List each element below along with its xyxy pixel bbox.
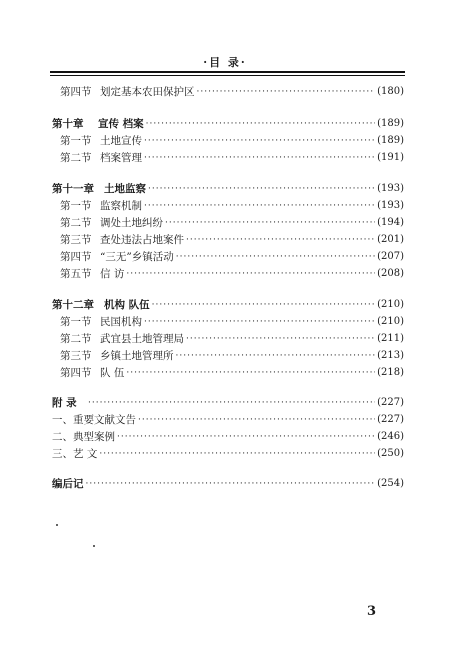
leader-dots xyxy=(126,365,375,381)
toc-entry-page: (189) xyxy=(377,135,404,146)
toc-entry-section xyxy=(60,232,404,248)
toc-entry-page: (208) xyxy=(377,268,404,279)
leader-dots xyxy=(144,133,375,149)
toc-entry-section xyxy=(60,215,404,231)
toc-entry-title: 机构 队伍 xyxy=(104,299,150,311)
toc-entry-title: 档案管理 xyxy=(100,152,142,164)
scan-speck xyxy=(56,524,58,526)
toc-entry-page: (246) xyxy=(377,431,404,442)
toc-entry-page: (193) xyxy=(377,183,404,194)
toc-entry-page: (201) xyxy=(377,234,404,245)
leader-dots xyxy=(176,348,376,364)
toc-entry-number: 第四节 xyxy=(60,86,92,98)
toc-entry-page: (194) xyxy=(377,217,404,228)
toc-entry-page: (227) xyxy=(377,414,404,425)
toc-entry-number: 第一节 xyxy=(60,316,92,328)
toc-entry-title: 武宜县土地管理局 xyxy=(100,333,184,345)
toc-entry-title: 二、典型案例 xyxy=(52,431,115,443)
toc-entry-number: 第三节 xyxy=(60,350,92,362)
leader-dots xyxy=(186,232,375,248)
toc-entry-number: 第一节 xyxy=(60,200,92,212)
toc-entry-section xyxy=(60,198,404,214)
toc-entry-afterword xyxy=(52,476,404,492)
leader-dots xyxy=(152,297,375,313)
leader-dots xyxy=(99,446,375,462)
leader-dots xyxy=(88,395,375,411)
toc-entry-number: 第二节 xyxy=(60,217,92,229)
toc-entry-page: (189) xyxy=(377,118,404,129)
toc-entry-title: 土地宣传 xyxy=(100,135,142,147)
page-number: 3 xyxy=(367,604,377,619)
page-title: ·目 录· xyxy=(203,56,247,69)
toc-entry-section xyxy=(60,314,404,330)
toc-entry-chapter xyxy=(52,181,404,197)
toc-entry-page: (191) xyxy=(377,152,404,163)
toc-entry-number: 第二节 xyxy=(60,152,92,164)
toc-entry-page: (213) xyxy=(377,350,404,361)
toc-entry-title: 一、重要文献文告 xyxy=(52,414,136,426)
toc-entry-number: 第十章 xyxy=(52,118,84,130)
toc-entry-title: 信 访 xyxy=(100,268,125,280)
toc-entry-number: 第四节 xyxy=(60,251,92,263)
leader-dots xyxy=(146,116,375,132)
toc-entry-appendix-item xyxy=(52,429,404,445)
toc-entry-page: (207) xyxy=(377,251,404,262)
toc-entry-section xyxy=(60,133,404,149)
toc-entry-page: (254) xyxy=(377,478,404,489)
toc-entry-section xyxy=(60,331,404,347)
toc-entry-number: 第四节 xyxy=(60,367,92,379)
leader-dots xyxy=(126,266,375,282)
leader-dots xyxy=(197,84,376,100)
toc-entry-appendix-item xyxy=(52,412,404,428)
toc-entry-title: 三、艺 文 xyxy=(52,448,98,460)
leader-dots xyxy=(144,150,375,166)
toc-entry-page: (250) xyxy=(377,448,404,459)
toc-entry-title: 乡镇土地管理所 xyxy=(100,350,174,362)
toc-entry-title: 民国机构 xyxy=(100,316,142,328)
toc-entry-title: 宣传 档案 xyxy=(98,118,144,130)
toc-entry-title: 队 伍 xyxy=(100,367,125,379)
toc-entry-number: 附 录 xyxy=(52,397,77,409)
leader-dots xyxy=(86,476,376,492)
toc-entry-section xyxy=(60,84,404,100)
toc-entry-page: (193) xyxy=(377,200,404,211)
toc-entry-page: (218) xyxy=(377,367,404,378)
leader-dots xyxy=(144,198,375,214)
toc-entry-chapter xyxy=(52,116,404,132)
toc-entry-section xyxy=(60,348,404,364)
toc-entry-page: (180) xyxy=(377,86,404,97)
leader-dots xyxy=(117,429,375,445)
toc-entry-title: 编后记 xyxy=(52,478,84,490)
toc-entry-chapter xyxy=(52,297,404,313)
toc-entry-appendix-item xyxy=(52,446,404,462)
leader-dots xyxy=(176,249,375,265)
toc-entry-title: 监察机制 xyxy=(100,200,142,212)
toc-entry-title: “三无”乡镇活动 xyxy=(100,251,174,263)
toc-entry-number: 第十一章 xyxy=(52,183,94,195)
leader-dots xyxy=(148,181,375,197)
toc-entry-title: 调处土地纠纷 xyxy=(100,217,163,229)
leader-dots xyxy=(138,412,375,428)
toc-entry-title: 划定基本农田保护区 xyxy=(100,86,195,98)
toc-entry-number: 第三节 xyxy=(60,234,92,246)
toc-entry-title: 查处违法占地案件 xyxy=(100,234,184,246)
toc-entry-page: (211) xyxy=(377,333,404,344)
leader-dots xyxy=(144,314,375,330)
toc-entry-number: 第五节 xyxy=(60,268,92,280)
toc-entry-page: (210) xyxy=(377,316,404,327)
scan-speck xyxy=(93,545,95,547)
toc-entry-section xyxy=(60,365,404,381)
leader-dots xyxy=(165,215,375,231)
toc-entry-section xyxy=(60,150,404,166)
toc-entry-section xyxy=(60,249,404,265)
leader-dots xyxy=(186,331,375,347)
toc-entry-title: 土地监察 xyxy=(104,183,146,195)
toc-entry-number: 第十二章 xyxy=(52,299,94,311)
toc-entry-page: (227) xyxy=(377,397,404,408)
toc-entry-number: 第一节 xyxy=(60,135,92,147)
toc-entry-number: 第二节 xyxy=(60,333,92,345)
toc-entry-section xyxy=(60,266,404,282)
toc-entry-page: (210) xyxy=(377,299,404,310)
toc-entry-appendix xyxy=(52,395,404,411)
